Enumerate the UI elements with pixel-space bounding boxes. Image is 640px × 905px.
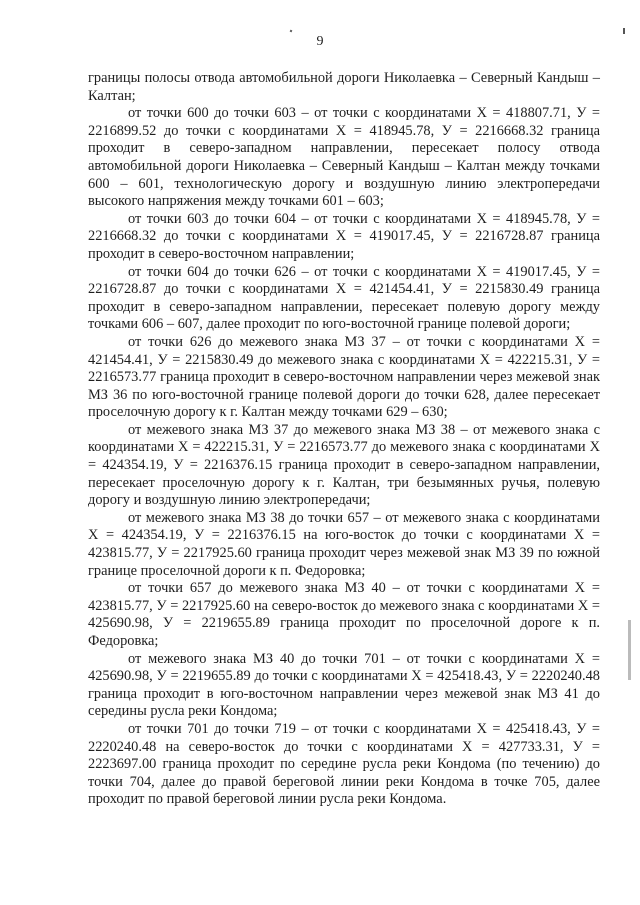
paragraph: от точки 600 до точки 603 – от точки с координатами X = 418807.71, У = 2216899.52 до точки с координатами X = 418945.78, У = 2216668.32 граница проходит в северо-западном направлении, пересекает полосу отвода автомобильной дороги Николаевка – Северный Кандыш – Калтан между точками 600 – 601, технологическую дорогу и воздушную линию электропередачи высокого напряжения между точками 601 – 603; [88,105,600,210]
scan-edge-mark [628,620,631,680]
paragraph: от межевого знака МЗ 38 до точки 657 – от межевого знака с координатами X = 424354.19, У = 2216376.15 на юго-восток до точки с координатами X = 423815.77, У = 2217925.60 граница проходит через межевой знак МЗ 39 по южной границе проселочной дороги к п. Федоровка; [88,509,600,579]
document-body [88,70,600,809]
paragraph: от межевого знака МЗ 37 до межевого знака МЗ 38 – от межевого знака с координатами X = 422215.31, У = 2216573.77 до межевого знака с координатами X = 424354.19, У = 2216376.15 граница проходит в северо-западном направлении, пересекает проселочную дорогу к г. Калтан, три безымянных ручья, полевую дорогу и воздушную линию электропередачи; [88,421,600,509]
paragraph: от точки 603 до точки 604 – от точки с координатами X = 418945.78, У = 2216668.32 до точки с координатами X = 419017.45, У = 2216728.87 граница проходит в северо-восточном направлении; [88,210,600,262]
paragraph: от точки 657 до межевого знака МЗ 40 – от точки с координатами X = 423815.77, У = 2217925.60 на северо-восток до межевого знака с координатами X = 425690.98, У = 2219655.89 граница проходит по проселочной дороге к п. Федоровка; [88,580,600,649]
paragraph: от точки 604 до точки 626 – от точки с координатами X = 419017.45, У = 2216728.87 до точки с координатами X = 421454.41, У = 2215830.49 граница проходит в северо-западном направлении, пересекает полевую дорогу между точками 606 – 607, далее проходит по юго-восточной границе полевой дороги; [88,263,600,333]
paragraph: от межевого знака МЗ 40 до точки 701 – от точки с координатами X = 425690.98, У = 2219655.89 до точки с координатами X = 425418.43, У = 2220240.48 граница проходит в юго-восточном направлении через межевой знак МЗ 41 до середины русла реки Кондома; [88,650,600,720]
paragraph: от точки 626 до межевого знака МЗ 37 – от точки с координатами X = 421454.41, У = 2215830.49 до межевого знака с координатами X = 422215.31, У = 2216573.77 граница проходит в северо-восточном направлении через межевой знак МЗ 36 по юго-восточной границе полевой дороги до точки 628, далее пересекает проселочную дорогу к г. Калтан между точками 629 – 630; [88,333,600,421]
scan-speck [290,30,293,33]
paragraph: от точки 701 до точки 719 – от точки с координатами X = 425418.43, У = 2220240.48 на северо-восток до точки с координатами X = 427733.31, У = 2223697.00 граница проходит по середине русла реки Кондома (по течению) до точки 704, далее до правой береговой линии реки Кондома в точке 705, далее проходит по правой береговой линии русла реки Кондома. [88,720,600,808]
page-number: 9 [316,34,324,49]
paragraph: границы полосы отвода автомобильной дороги Николаевка – Северный Кандыш – Калтан; [88,70,600,104]
